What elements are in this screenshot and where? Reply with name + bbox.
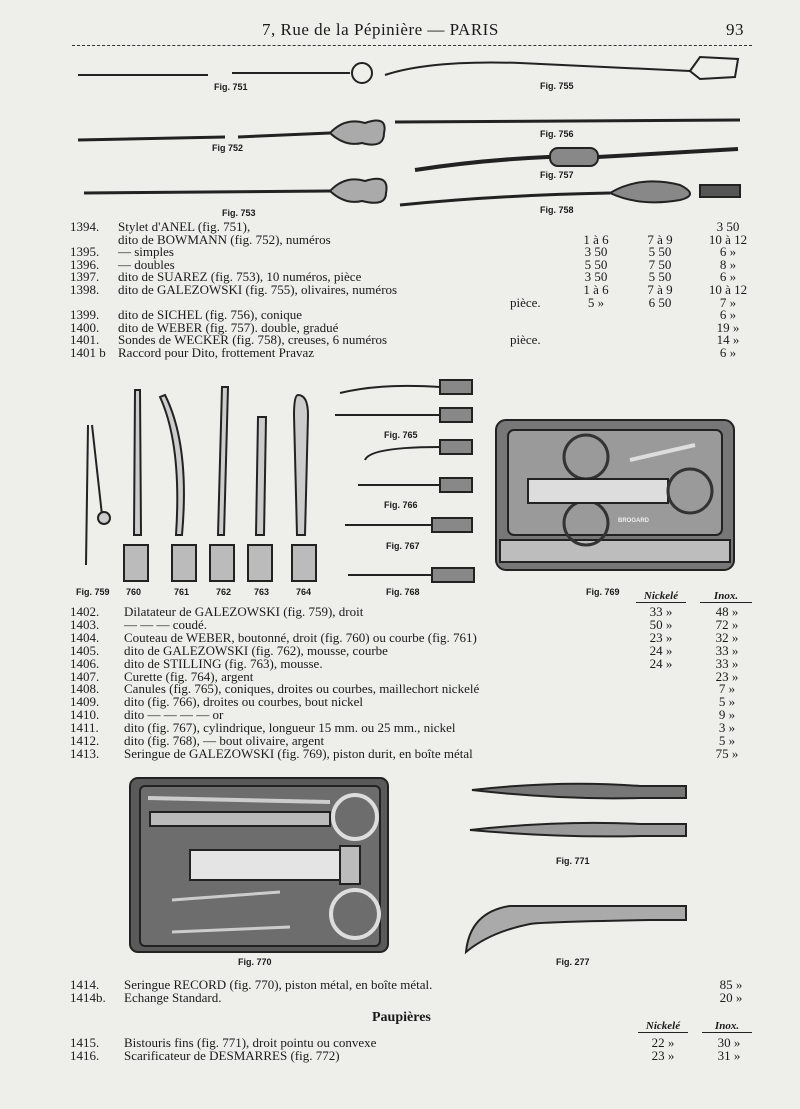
item-number: 1403.: [70, 616, 100, 632]
table-row: [70, 747, 760, 761]
item-description: dito de BOWMANN (fig. 752), numéros: [118, 231, 331, 247]
item-description: dito de WEBER (fig. 757). double, gradué: [118, 319, 339, 335]
price-inox: 33 »: [715, 642, 739, 658]
price-inox: 33 »: [715, 655, 739, 671]
price-inox: 75 »: [715, 745, 739, 761]
item-number: 1399.: [70, 307, 100, 323]
price-col-1: 3 50: [584, 269, 608, 285]
price-col-1: 1 à 6: [583, 231, 609, 247]
fig-760-label: 760: [126, 587, 142, 597]
col-header-inox-2: Inox.: [702, 1020, 752, 1033]
item-description: dito (fig. 767), cylindrique, longueur 15 mm. ou 25 mm., nickel: [124, 720, 456, 736]
price-inox: 9 »: [718, 707, 736, 723]
fig-761-label: 761: [174, 587, 190, 597]
col-header-nickel: Nickelé: [636, 590, 686, 603]
price-inox: 85 »: [719, 977, 743, 992]
item-number: 1410.: [70, 707, 100, 723]
fig-755-label: Fig. 755: [540, 81, 574, 91]
price-col-3: 19 »: [716, 319, 740, 335]
item-number: 1407.: [70, 668, 100, 684]
fig-752-label: Fig 752: [212, 143, 244, 153]
col-header-nickel-2: Nickelé: [638, 1020, 688, 1033]
item-number: 1416.: [70, 1048, 100, 1063]
section-title-paupieres: Paupières: [372, 1010, 431, 1025]
page-header-title: 7, Rue de la Pépinière — PARIS: [262, 20, 499, 39]
price-nickel: 24 »: [649, 655, 673, 671]
item-number: 1412.: [70, 733, 100, 748]
fig-758-label: Fig. 758: [540, 205, 574, 215]
price-col-3: 8 »: [719, 256, 737, 272]
item-number: 1396.: [70, 256, 100, 272]
item-description: Stylet d'ANEL (fig. 751),: [118, 219, 251, 234]
unit-label: pièce.: [510, 294, 541, 310]
price-nickel: 50 »: [649, 616, 673, 632]
fig-277-label: Fig. 277: [556, 957, 590, 967]
item-number: 1409.: [70, 694, 100, 710]
instrument-illustrations-middle: [0, 375, 800, 600]
price-col-3: 6 »: [719, 345, 737, 360]
price-inox: 7 »: [718, 681, 736, 697]
price-inox: 20 »: [719, 990, 743, 1005]
fig-766-label: Fig. 766: [384, 500, 418, 510]
item-description: dito de SUAREZ (fig. 753), 10 numéros, pièce: [118, 269, 362, 285]
price-inox: 48 »: [715, 604, 739, 619]
item-number: 1411.: [70, 720, 99, 736]
item-description: Bistouris fins (fig. 771), droit pointu ou convexe: [124, 1035, 377, 1050]
col-header-inox: Inox.: [700, 590, 752, 603]
price-col-2: 5 50: [648, 244, 672, 260]
fig-763-label: 763: [254, 587, 270, 597]
item-description: dito (fig. 768), — bout olivaire, argent: [124, 733, 325, 748]
price-inox: 32 »: [715, 629, 739, 645]
brand-mark-769: BROGARD: [618, 518, 649, 524]
price-col-3: 14 »: [716, 332, 740, 348]
price-col-2: 7 50: [648, 256, 672, 272]
fig-759-label: Fig. 759: [76, 587, 110, 597]
item-number: 1404.: [70, 629, 100, 645]
price-col-3: 6 »: [719, 269, 737, 285]
fig-757-label: Fig. 757: [540, 170, 574, 180]
price-col-2: 7 à 9: [647, 282, 673, 297]
item-description: — doubles: [118, 256, 175, 272]
price-nickel: 22 »: [651, 1035, 675, 1050]
item-number: 1408.: [70, 681, 100, 697]
item-description: dito — — — — or: [124, 707, 224, 723]
price-col-3: 6 »: [719, 244, 737, 260]
fig-767-label: Fig. 767: [386, 541, 420, 551]
item-description: Canules (fig. 765), coniques, droites ou courbes, maillechort nickelé: [124, 681, 480, 697]
fig-770-label: Fig. 770: [238, 957, 272, 967]
item-description: — simples: [118, 244, 174, 260]
fig-768-label: Fig. 768: [386, 587, 420, 597]
fig-765-label: Fig. 765: [384, 430, 418, 440]
table-row: [70, 1049, 760, 1063]
item-number: 1397.: [70, 269, 100, 285]
price-inox: 5 »: [718, 733, 736, 748]
table-row: [70, 991, 760, 1005]
item-number: 1401 b: [70, 345, 106, 360]
price-col-2: 5 50: [648, 269, 672, 285]
price-nickel: 23 »: [649, 629, 673, 645]
price-col-3: 10 à 12: [708, 282, 748, 297]
price-col-3: 10 à 12: [708, 231, 748, 247]
item-number: 1405.: [70, 642, 100, 658]
item-description: dito (fig. 766), droites ou courbes, bout nickel: [124, 694, 364, 710]
price-inox: 31 »: [717, 1048, 741, 1063]
item-number: 1413.: [70, 745, 100, 761]
item-number: 1398.: [70, 282, 100, 297]
price-nickel: 33 »: [649, 604, 673, 619]
item-description: Scarificateur de DESMARRES (fig. 772): [124, 1048, 340, 1063]
fig-769-label: Fig. 769: [586, 587, 620, 597]
fig-771-label: Fig. 771: [556, 856, 590, 866]
item-description: Seringue de GALEZOWSKI (fig. 769), piston durit, en boîte métal: [124, 745, 473, 761]
price-inox: 23 »: [715, 668, 739, 684]
fig-756-label: Fig. 756: [540, 129, 574, 139]
fig-762-label: 762: [216, 587, 232, 597]
item-description: Seringue RECORD (fig. 770), piston métal, en boîte métal.: [124, 977, 433, 992]
item-description: dito de GALEZOWSKI (fig. 755), olivaires, numéros: [118, 282, 398, 297]
item-description: Curette (fig. 764), argent: [124, 668, 254, 684]
price-col-3: 6 »: [719, 307, 737, 323]
price-inox: 72 »: [715, 616, 739, 632]
item-description: Echange Standard.: [124, 990, 222, 1005]
price-col-1: 5 »: [587, 294, 605, 310]
item-number: 1402.: [70, 604, 100, 619]
instrument-illustrations-lower: [0, 772, 800, 972]
item-description: dito de GALEZOWSKI (fig. 762), mousse, courbe: [124, 642, 388, 658]
price-col-2: 6 50: [648, 294, 672, 310]
item-number: 1414b.: [70, 990, 106, 1005]
item-number: 1395.: [70, 244, 100, 260]
item-number: 1415.: [70, 1035, 100, 1050]
item-description: dito de STILLING (fig. 763), mousse.: [124, 655, 323, 671]
item-number: 1406.: [70, 655, 100, 671]
price-col-3: 3 50: [716, 219, 740, 234]
item-description: — — — coudé.: [124, 616, 208, 632]
fig-764-label: 764: [296, 587, 312, 597]
item-number: 1414.: [70, 977, 100, 992]
price-inox: 5 »: [718, 694, 736, 710]
item-description: Dilatateur de GALEZOWSKI (fig. 759), droit: [124, 604, 364, 619]
price-col-1: 5 50: [584, 256, 608, 272]
fig-751-label: Fig. 751: [214, 82, 248, 92]
item-description: Raccord pour Dito, frottement Pravaz: [118, 345, 315, 360]
item-number: 1401.: [70, 332, 100, 348]
item-description: dito de SICHEL (fig. 756), conique: [118, 307, 303, 323]
fig-753-label: Fig. 753: [222, 208, 256, 218]
page-number: 93: [726, 20, 744, 39]
price-inox: 30 »: [717, 1035, 741, 1050]
price-col-1: 1 à 6: [583, 282, 609, 297]
price-nickel: 23 »: [651, 1048, 675, 1063]
item-number: 1394.: [70, 219, 100, 234]
table-row: [70, 346, 760, 360]
price-col-2: 7 à 9: [647, 231, 673, 247]
item-description: Couteau de WEBER, boutonné, droit (fig. 760) ou courbe (fig. 761): [124, 629, 477, 645]
unit-label: pièce.: [510, 332, 541, 348]
price-col-3: 7 »: [719, 294, 737, 310]
item-description: Sondes de WECKER (fig. 758), creuses, 6 numéros: [118, 332, 388, 348]
price-inox: 3 »: [718, 720, 736, 736]
item-number: 1400.: [70, 319, 100, 335]
price-col-1: 3 50: [584, 244, 608, 260]
price-nickel: 24 »: [649, 642, 673, 658]
